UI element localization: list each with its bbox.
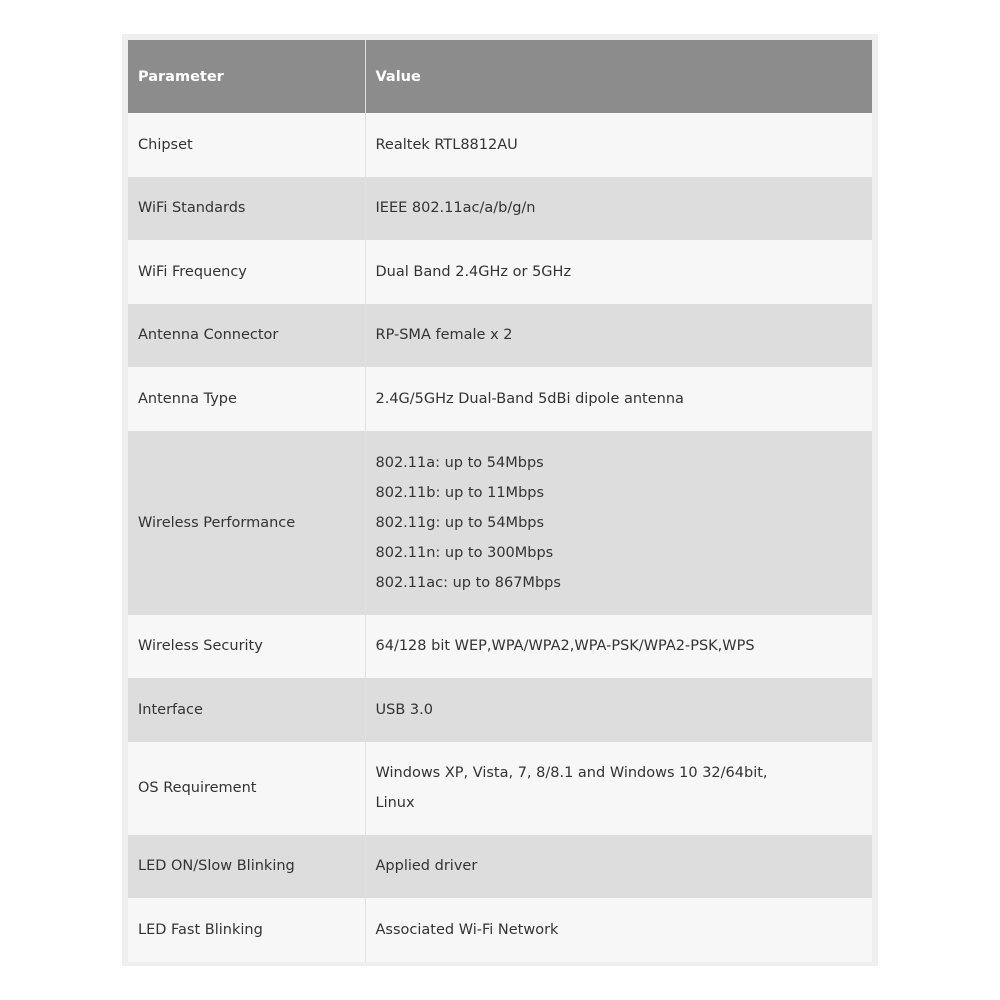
param-cell: OS Requirement (128, 742, 365, 835)
value-cell (365, 742, 872, 835)
table-row (128, 113, 872, 177)
value-line: IEEE 802.11ac/a/b/g/n (375, 200, 536, 217)
table-row (128, 304, 872, 368)
table-row (128, 177, 872, 241)
value-line: Applied driver (375, 858, 478, 875)
value-cell (365, 835, 872, 899)
table-row (128, 431, 872, 615)
value-line: 802.11ac: up to 867Mbps (375, 574, 561, 591)
param-cell: Antenna Type (128, 367, 365, 431)
table-row (128, 742, 872, 835)
value-line: 802.11b: up to 11Mbps (375, 484, 545, 501)
param-cell: WiFi Standards (128, 177, 365, 241)
value-cell (365, 177, 872, 241)
value-line: 64/128 bit WEP,WPA/WPA2,WPA-PSK/WPA2-PSK,WPS (375, 638, 755, 655)
value-line: 802.11g: up to 54Mbps (375, 514, 545, 531)
param-cell: Antenna Connector (128, 304, 365, 368)
table-row (128, 240, 872, 304)
value-cell (365, 367, 872, 431)
table-row (128, 367, 872, 431)
value-line: USB 3.0 (375, 701, 433, 718)
param-cell: LED ON/Slow Blinking (128, 835, 365, 899)
table-row (128, 615, 872, 679)
table-row (128, 678, 872, 742)
param-cell: Interface (128, 678, 365, 742)
spec-table (128, 40, 872, 962)
value-line: Realtek RTL8812AU (375, 136, 518, 153)
table-header-row (128, 40, 872, 113)
value-line: 802.11n: up to 300Mbps (375, 544, 554, 561)
param-cell: WiFi Frequency (128, 240, 365, 304)
value-cell (365, 431, 872, 615)
table-row (128, 835, 872, 899)
value-line: Dual Band 2.4GHz or 5GHz (375, 263, 572, 280)
table-row (128, 898, 872, 962)
value-cell (365, 113, 872, 177)
param-cell: Wireless Performance (128, 431, 365, 615)
header-parameter: Parameter (128, 40, 365, 113)
spec-table-frame (122, 34, 878, 966)
param-cell: Wireless Security (128, 615, 365, 679)
value-line: Linux (375, 795, 415, 811)
value-line: Windows XP, Vista, 7, 8/8.1 and Windows 10 32/64bit, (375, 765, 768, 781)
value-line: Associated Wi-Fi Network (375, 921, 559, 938)
value-cell (365, 240, 872, 304)
value-line: 802.11a: up to 54Mbps (375, 454, 544, 471)
param-cell: LED Fast Blinking (128, 898, 365, 962)
value-cell (365, 898, 872, 962)
value-line: 2.4G/5GHz Dual-Band 5dBi dipole antenna (375, 390, 684, 407)
value-cell (365, 615, 872, 679)
value-line: RP-SMA female x 2 (375, 327, 513, 344)
header-value: Value (365, 40, 872, 113)
value-cell (365, 678, 872, 742)
value-cell (365, 304, 872, 368)
param-cell: Chipset (128, 113, 365, 177)
